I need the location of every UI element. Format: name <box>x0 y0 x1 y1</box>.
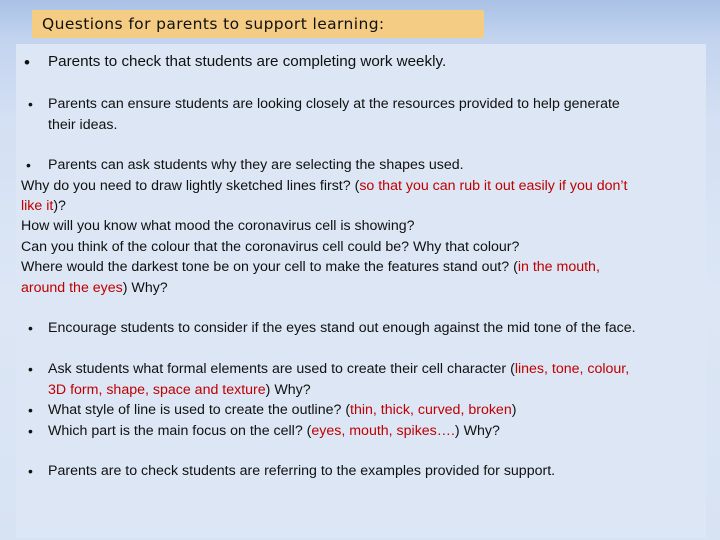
question-mood: How will you know what mood the coronavirus cell is showing? <box>21 218 415 234</box>
parent-tip-formal-elements: Ask students what formal elements are used to create their cell character (lines, tone, colour, <box>48 361 630 377</box>
question-sketched-lines: Why do you need to draw lightly sketched lines first? (so that you can rub it out easily if you don’t <box>21 178 628 194</box>
parent-tip-eyes: Encourage students to consider if the eyes stand out enough against the mid tone of the face. <box>48 320 636 336</box>
parent-tip-shapes: Parents can ask students why they are selecting the shapes used. <box>48 157 464 173</box>
parent-tip-formal-elements-cont: 3D form, shape, space and texture) Why? <box>48 382 311 398</box>
question-colour: Can you think of the colour that the coronavirus cell could be? Why that colour? <box>21 239 520 255</box>
parent-tip-line-style: What style of line is used to create the outline? (thin, thick, curved, broken) <box>48 402 517 418</box>
page-title: Questions for parents to support learning: <box>32 10 484 38</box>
parent-tip-resources-line2: their ideas. <box>48 117 118 133</box>
bullet: • <box>28 463 33 479</box>
bullet: • <box>28 320 33 336</box>
parent-tip-focus: Which part is the main focus on the cell? (eyes, mouth, spikes….) Why? <box>48 423 500 439</box>
parent-tip-weekly: Parents to check that students are completing work weekly. <box>48 53 447 70</box>
parent-tip-examples: Parents are to check students are referring to the examples provided for support. <box>48 463 556 479</box>
question-darkest-tone: Where would the darkest tone be on your cell to make the features stand out? (in the mouth, <box>21 259 600 275</box>
bullet: • <box>28 361 33 377</box>
bullet: • <box>26 157 31 173</box>
bullet: • <box>28 423 33 439</box>
bullet: • <box>28 96 33 112</box>
question-sketched-lines-cont: like it)? <box>21 198 66 214</box>
question-darkest-tone-cont: around the eyes) Why? <box>21 280 168 296</box>
bullet: • <box>24 53 30 72</box>
bullet: • <box>28 402 33 418</box>
parent-tip-resources-line1: Parents can ensure students are looking closely at the resources provided to help generate <box>48 96 620 112</box>
